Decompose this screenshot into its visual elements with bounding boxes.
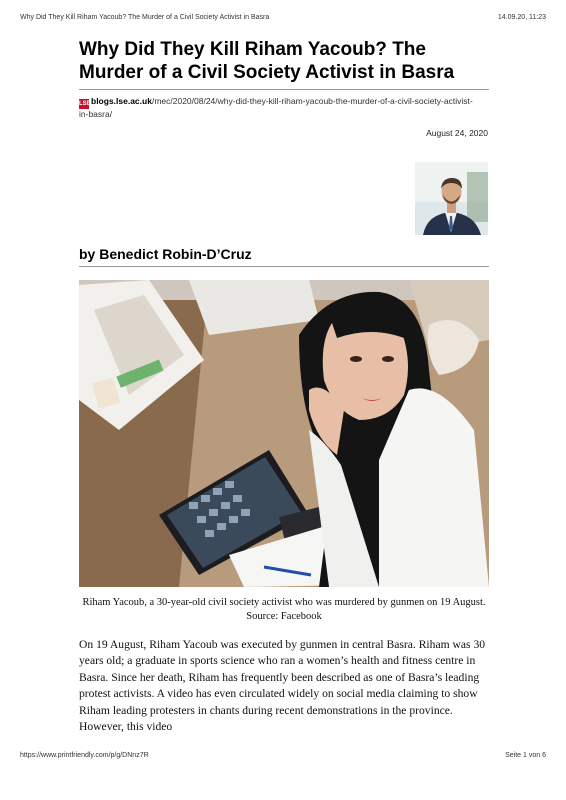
author-byline: by Benedict Robin-D’Cruz bbox=[79, 246, 252, 262]
article-main-photo bbox=[79, 280, 489, 587]
title-divider bbox=[79, 89, 489, 90]
source-domain: blogs.lse.ac.uk bbox=[91, 96, 152, 106]
print-header-timestamp: 14.09.20, 11:23 bbox=[497, 14, 546, 21]
print-header-title: Why Did They Kill Riham Yacoub? The Murder of a Civil Society Activist in Basra bbox=[20, 14, 270, 21]
source-link[interactable] bbox=[79, 96, 479, 120]
article-title: Why Did They Kill Riham Yacoub? The Murder of a Civil Society Activist in Basra bbox=[79, 39, 455, 83]
publish-date: August 24, 2020 bbox=[426, 128, 488, 138]
author-photo bbox=[415, 162, 488, 235]
print-footer-url[interactable]: https://www.printfriendly.com/p/g/DNnz7R bbox=[20, 752, 149, 759]
body-paragraph: On 19 August, Riham Yacoub was executed by gunmen in central Basra. Riham was 30 years old; a graduate in sports science who ran a women’s health and fitness centre in Basra. Since her death, Riham has frequently been described as one of Basra’s leading protest activists. A video has even circulated widely on social media claiming to show Riham leading protesters in chants during recent demonstrations in the province. However, this video bbox=[79, 638, 486, 734]
byline-divider bbox=[79, 266, 489, 267]
source-path: /mec/2020/08/24/why-did-they-kill-riham-yacoub-the-murder-of-a-civil-society-activist-in-basra/ bbox=[79, 96, 473, 119]
photo-caption: Riham Yacoub, a 30-year-old civil society activist who was murdered by gunmen on 19 August. Source: Facebook bbox=[82, 597, 486, 622]
print-footer-page: Seite 1 von 6 bbox=[505, 752, 546, 759]
article-body bbox=[79, 637, 491, 735]
lse-logo-icon: LSE bbox=[79, 101, 91, 107]
